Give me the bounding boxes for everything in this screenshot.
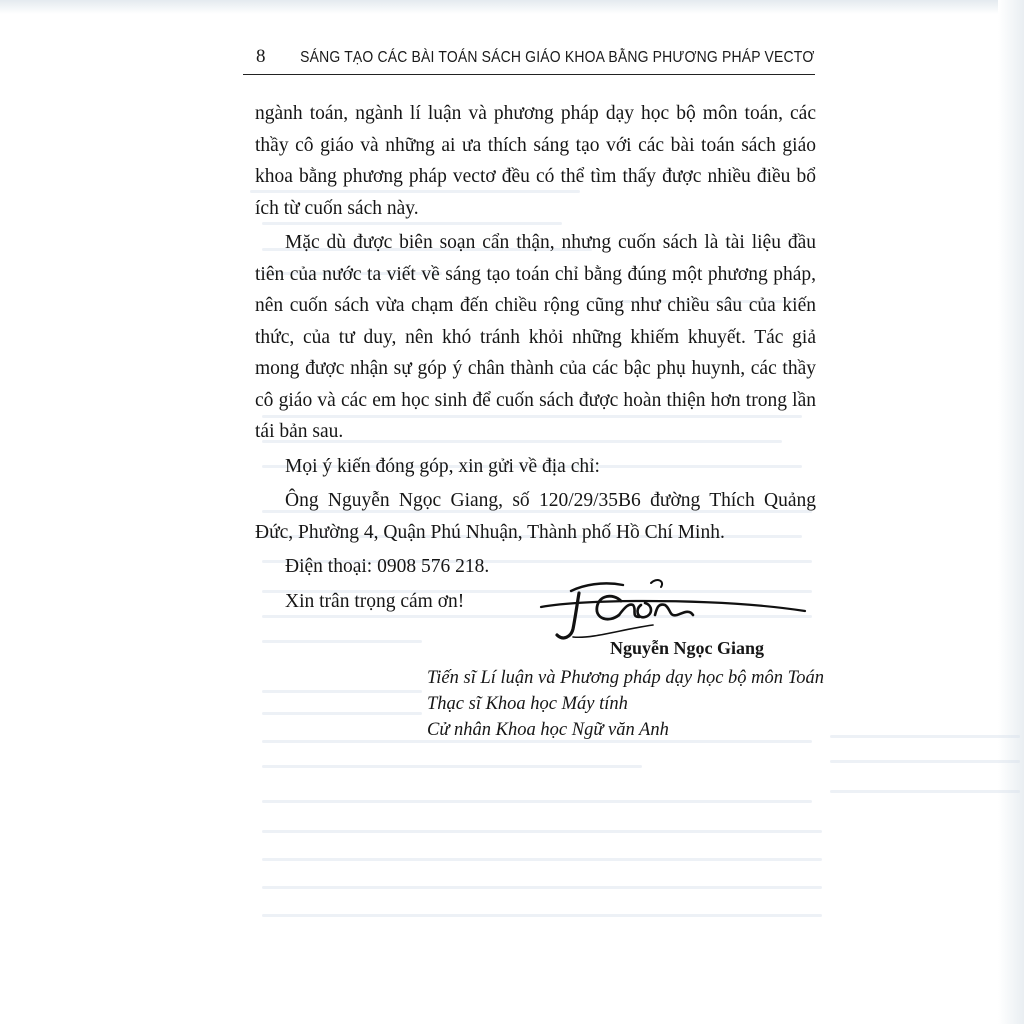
page-top-edge	[0, 0, 1024, 14]
running-title: SÁNG TẠO CÁC BÀI TOÁN SÁCH GIÁO KHOA BẰNG PHƯƠNG PHÁP VECTƠ	[300, 49, 815, 66]
paragraph-disclaimer: Mặc dù được biên soạn cẩn thận, nhưng cuốn sách là tài liệu đầu tiên của nước ta viết về sáng tạo toán chỉ bằng đúng một phương pháp, nên cuốn sách vừa chạm đến chiều rộng cũng như chiều sâu của kiến thức, của tư duy, nên khó tránh khỏi những khiếm khuyết. Tác giả mong được nhận sự góp ý chân thành của các bậc phụ huynh, các thầy cô giáo và các em học sinh để cuốn sách được hoàn thiện hơn trong lần tái bản sau.	[255, 232, 816, 442]
running-header	[243, 44, 815, 75]
paragraph-phone: Điện thoại: 0908 576 218.	[285, 556, 490, 577]
paragraph-continued: ngành toán, ngành lí luận và phương pháp dạy học bộ môn toán, các thầy cô giáo và những ai ưa thích sáng tạo với các bài toán sách giáo khoa bằng phương pháp vectơ đều có thể tìm thấy được nhiều điều bổ ích từ cuốn sách này.	[255, 103, 816, 219]
author-credentials	[427, 665, 824, 743]
credential-bachelor: Cử nhân Khoa học Ngữ văn Anh	[427, 720, 669, 740]
author-name: Nguyễn Ngọc Giang	[610, 638, 765, 658]
paragraph-address: Ông Nguyễn Ngọc Giang, số 120/29/35B6 đường Thích Quảng Đức, Phường 4, Quận Phú Nhuận, Thành phố Hồ Chí Minh.	[255, 490, 816, 543]
paragraph-thanks: Xin trân trọng cám ơn!	[285, 590, 465, 612]
body-text	[255, 98, 816, 617]
credential-masters: Thạc sĩ Khoa học Máy tính	[427, 694, 628, 714]
paragraph-feedback: Mọi ý kiến đóng góp, xin gửi về địa chỉ:	[285, 455, 600, 477]
page-number: 8	[256, 46, 266, 67]
credential-doctorate: Tiến sĩ Lí luận và Phương pháp dạy học bộ môn Toán	[427, 668, 825, 688]
page-right-edge	[998, 0, 1024, 1024]
